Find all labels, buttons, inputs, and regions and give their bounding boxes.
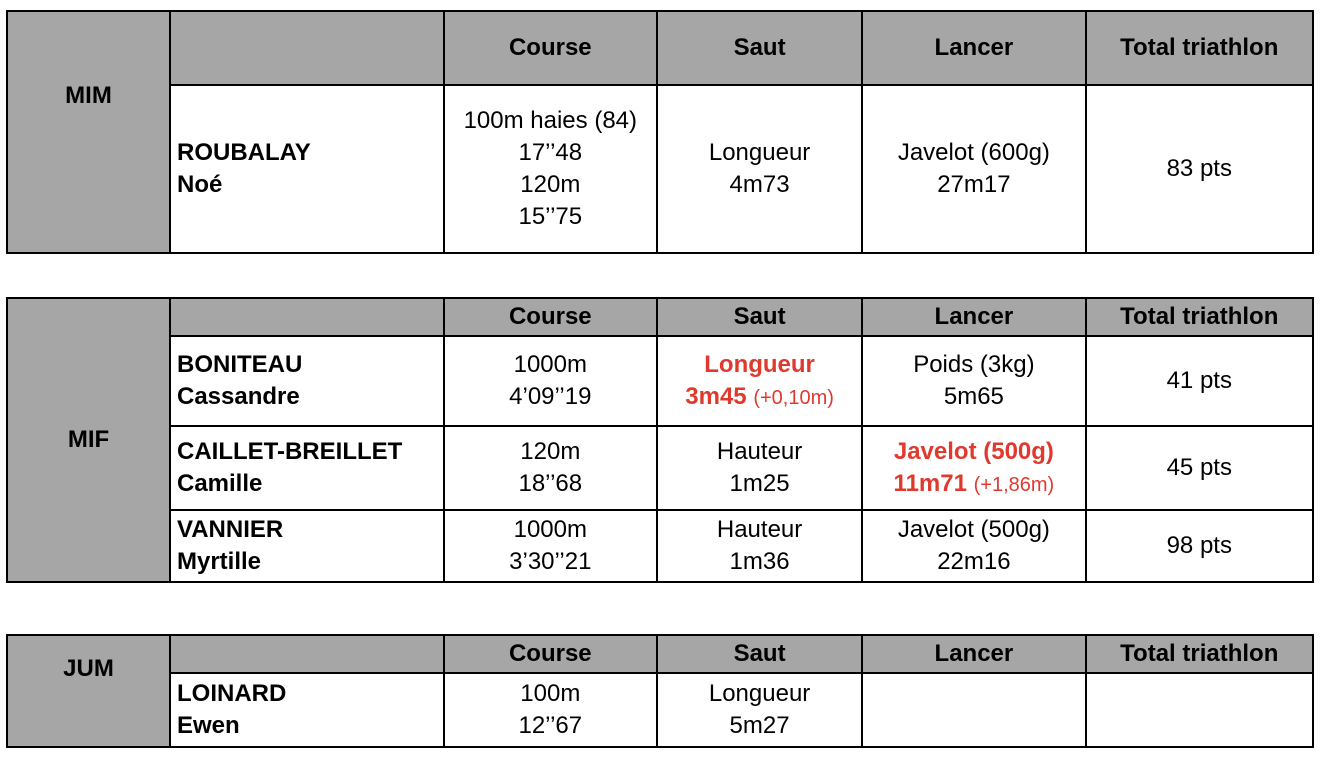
header-total: Total triathlon [1086, 298, 1313, 336]
total-cell: 98 pts [1086, 510, 1313, 582]
saut-cell-record: Longueur 3m45 (+0,10m) [657, 336, 862, 426]
header-lancer: Lancer [862, 298, 1085, 336]
category-cell: MIM [7, 11, 170, 253]
table-header-row [7, 635, 1313, 673]
course-cell: 120m 18’’68 [444, 426, 657, 510]
table-row [7, 510, 1313, 582]
header-saut: Saut [657, 11, 862, 85]
lancer-cell: Javelot (500g) 22m16 [862, 510, 1085, 582]
results-table-mim [6, 10, 1314, 254]
header-lancer: Lancer [862, 11, 1085, 85]
saut-cell: Longueur 5m27 [657, 673, 862, 747]
header-lancer: Lancer [862, 635, 1085, 673]
lancer-cell [862, 673, 1085, 747]
saut-cell: Hauteur 1m25 [657, 426, 862, 510]
header-course: Course [444, 635, 657, 673]
header-course: Course [444, 11, 657, 85]
results-table-mif [6, 297, 1314, 583]
athlete-name: BONITEAU Cassandre [170, 336, 444, 426]
results-table-jum [6, 634, 1314, 748]
table-header-row [7, 11, 1313, 85]
header-total: Total triathlon [1086, 635, 1313, 673]
header-total: Total triathlon [1086, 11, 1313, 85]
course-cell: 100m haies (84) 17’’48 120m 15’’75 [444, 85, 657, 253]
course-cell: 1000m 3’30’’21 [444, 510, 657, 582]
total-cell [1086, 673, 1313, 747]
course-cell: 100m 12’’67 [444, 673, 657, 747]
header-saut: Saut [657, 635, 862, 673]
category-cell: MIF [7, 298, 170, 582]
table-row [7, 426, 1313, 510]
total-cell: 83 pts [1086, 85, 1313, 253]
header-empty [170, 298, 444, 336]
category-cell: JUM [7, 635, 170, 747]
header-empty [170, 635, 444, 673]
saut-cell: Longueur 4m73 [657, 85, 862, 253]
header-saut: Saut [657, 298, 862, 336]
header-course: Course [444, 298, 657, 336]
lancer-cell: Poids (3kg) 5m65 [862, 336, 1085, 426]
athlete-name: VANNIER Myrtille [170, 510, 444, 582]
total-cell: 45 pts [1086, 426, 1313, 510]
athlete-name: ROUBALAY Noé [170, 85, 444, 253]
athlete-name: CAILLET-BREILLET Camille [170, 426, 444, 510]
lancer-cell-record: Javelot (500g) 11m71 (+1,86m) [862, 426, 1085, 510]
course-cell: 1000m 4’09’’19 [444, 336, 657, 426]
saut-cell: Hauteur 1m36 [657, 510, 862, 582]
athlete-name: LOINARD Ewen [170, 673, 444, 747]
table-row [7, 673, 1313, 747]
total-cell: 41 pts [1086, 336, 1313, 426]
header-empty [170, 11, 444, 85]
table-row [7, 336, 1313, 426]
lancer-cell: Javelot (600g) 27m17 [862, 85, 1085, 253]
table-row [7, 85, 1313, 253]
table-header-row [7, 298, 1313, 336]
